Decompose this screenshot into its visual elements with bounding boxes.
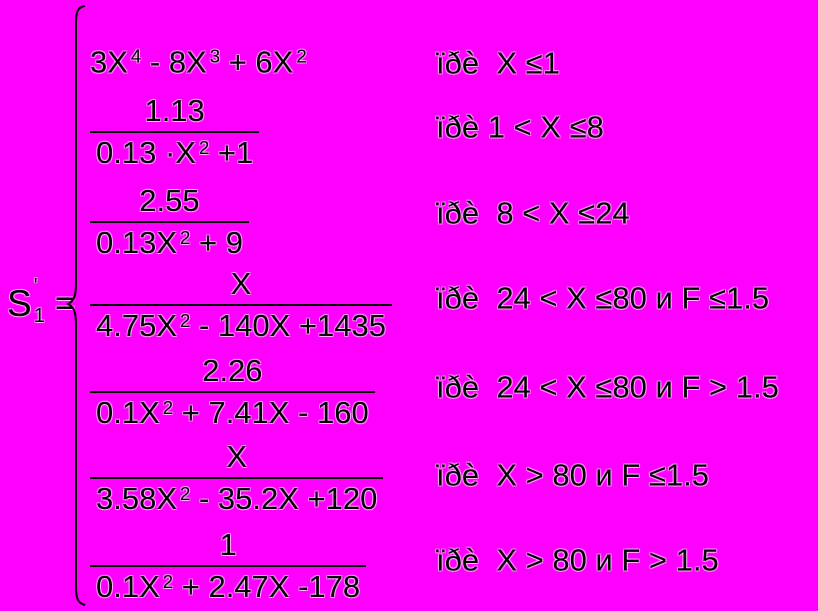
formula-text: +1 <box>209 135 254 171</box>
case-6-condition: ïðè X > 80 и F ≤1.5 <box>436 457 710 493</box>
subscript-index: 1 <box>33 305 45 327</box>
numerator <box>218 440 255 477</box>
exponent: 3 <box>209 45 221 67</box>
function-scripts <box>33 275 45 327</box>
denominator <box>90 478 383 516</box>
formula-text: + 9 <box>190 225 243 261</box>
formula-text: - 35.2X +120 <box>190 481 378 517</box>
function-symbol: S <box>7 282 32 324</box>
case-5-formula <box>90 354 375 430</box>
case-4-condition: ïðè 24 < X ≤80 и F ≤1.5 <box>436 280 770 316</box>
formula-text: 4.75X <box>96 308 178 344</box>
denominator <box>90 566 366 604</box>
exponent: 2 <box>180 309 191 331</box>
formula-text: 3X <box>90 44 128 80</box>
equals-sign: = <box>54 283 76 323</box>
case-2-formula <box>90 94 259 170</box>
fraction <box>90 267 392 343</box>
case-6-formula <box>90 440 383 516</box>
formula-text: + 6X <box>220 44 294 80</box>
left-curly-brace-icon <box>66 5 88 607</box>
case-3-formula <box>90 184 249 260</box>
numerator <box>136 94 212 131</box>
case-2-condition: ïðè 1 < X ≤8 <box>436 109 604 145</box>
denominator <box>90 305 392 343</box>
exponent: 2 <box>180 482 191 504</box>
numerator <box>211 528 244 565</box>
formula-text: 0.13X <box>96 225 178 261</box>
formula-text: 0.1X <box>96 569 160 605</box>
denominator <box>90 222 249 260</box>
fraction <box>90 528 366 604</box>
formula-text: X <box>226 439 248 475</box>
denominator <box>90 132 259 170</box>
formula-text: 1.13 <box>144 93 205 129</box>
formula-text: 0.1X <box>96 395 160 431</box>
fraction <box>90 440 383 516</box>
numerator <box>131 184 207 221</box>
case-7-formula <box>90 528 366 604</box>
formula-text: + 7.41X - 160 <box>173 395 369 431</box>
case-1-condition: ïðè X ≤1 <box>436 45 560 81</box>
case-5-condition: ïðè 24 < X ≤80 и F > 1.5 <box>436 369 779 405</box>
formula-text: - 8X <box>141 44 207 80</box>
case-4-formula <box>90 267 392 343</box>
fraction <box>90 184 249 260</box>
fraction <box>90 94 259 170</box>
formula-text: 2.26 <box>202 353 263 389</box>
exponent: 2 <box>198 136 210 158</box>
formula-text: + 2.47X -178 <box>173 569 361 605</box>
formula-text: 1 <box>219 527 237 563</box>
numerator <box>194 354 270 391</box>
exponent: 2 <box>180 226 191 248</box>
formula-text: 3.58X <box>96 481 178 517</box>
exponent: 2 <box>162 570 174 592</box>
formula-text: - 140X +1435 <box>190 308 386 344</box>
formula-text: 2.55 <box>139 183 200 219</box>
case-3-condition: ïðè 8 < X ≤24 <box>436 195 630 231</box>
exponent: 4 <box>130 45 142 67</box>
exponent: 2 <box>162 396 174 418</box>
case-7-condition: ïðè X > 80 и F > 1.5 <box>436 542 719 578</box>
numerator <box>223 267 260 304</box>
exponent: 2 <box>296 45 307 67</box>
fraction <box>90 354 375 430</box>
prime-mark: ' <box>33 275 38 297</box>
formula-text: X <box>230 266 252 302</box>
case-1-formula <box>90 45 307 78</box>
formula-text: 0.13 ·X <box>96 135 196 171</box>
denominator <box>90 392 375 430</box>
